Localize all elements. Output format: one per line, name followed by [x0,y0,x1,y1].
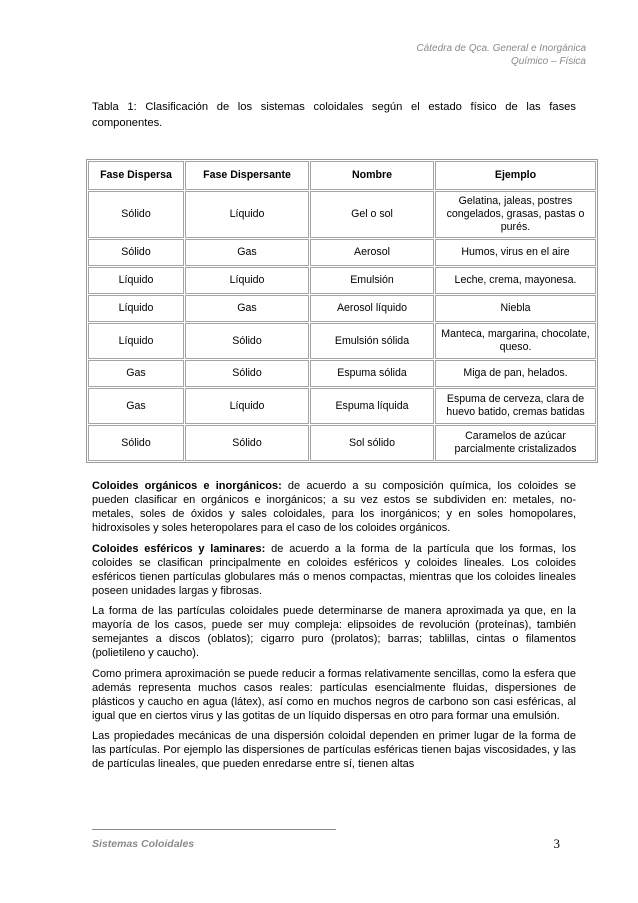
cell-ejemplo: Gelatina, jaleas, postres congelados, grasas, pastas o purés. [435,191,596,238]
cell-nombre: Emulsión sólida [310,323,434,359]
paragraph-particle-shape [92,604,576,660]
table-row [88,267,596,294]
colloid-classification-table [86,159,598,463]
table-row [88,239,596,266]
cell-nombre: Aerosol [310,239,434,266]
cell-fase-dispersante: Sólido [185,425,309,461]
cell-nombre: Espuma líquida [310,388,434,424]
page-header [416,42,586,68]
header-line-1: Cátedra de Qca. General e Inorgánica [416,43,586,54]
cell-ejemplo: Humos, virus en el aire [435,239,596,266]
paragraph-text: Las propiedades mecánicas de una dispersión coloidal dependen en primer lugar de la forma de las partículas. Por ejemplo las dispersiones de partículas esféricas tienen bajas viscosidades, y las de partículas lineales, que pueden enredarse entre sí, tienen altas [92,730,576,770]
footer-divider [92,829,336,830]
paragraph-spherical-laminar [92,542,576,598]
table-header-row [88,161,596,190]
cell-nombre: Emulsión [310,267,434,294]
cell-ejemplo: Leche, crema, mayonesa. [435,267,596,294]
header-nombre: Nombre [310,161,434,190]
header-ejemplo: Ejemplo [435,161,596,190]
paragraph-text: Como primera aproximación se puede reducir a formas relativamente sencillas, como la esfera que además representa muchos casos reales: partículas esencialmente fluidas, dispersiones de plásticos y caucho en agua (látex), así como en muchos negros de carbono son casi esféricas, al igual que en ciertos virus y las gotitas de un líquido dispersas en otro para formar una emulsión. [92,667,576,722]
table-row [88,295,596,322]
cell-nombre: Sol sólido [310,425,434,461]
cell-fase-dispersante: Gas [185,239,309,266]
paragraph-organic-inorganic [92,479,576,535]
cell-ejemplo: Espuma de cerveza, clara de huevo batido, cremas batidas [435,388,596,424]
cell-fase-dispersa: Sólido [88,191,184,238]
cell-fase-dispersante: Sólido [185,323,309,359]
cell-fase-dispersante: Líquido [185,267,309,294]
cell-fase-dispersante: Gas [185,295,309,322]
cell-nombre: Gel o sol [310,191,434,238]
table-row [88,425,596,461]
cell-nombre: Aerosol líquido [310,295,434,322]
cell-ejemplo: Manteca, margarina, chocolate, queso. [435,323,596,359]
paragraph-lead: Coloides orgánicos e inorgánicos: [92,480,282,492]
paragraph-text: de acuerdo a la forma de la partícula que los formas, los coloides se clasifican principalmente en coloides esféricos y coloides lineales. Los coloides esféricos tienen partículas globulares más o menos compactas, mientras que los coloides lineales poseen unidades largas y fibrosas. [92,542,576,597]
cell-fase-dispersante: Líquido [185,191,309,238]
cell-fase-dispersa: Líquido [88,323,184,359]
paragraph-lead: Coloides esféricos y laminares: [92,542,266,555]
cell-fase-dispersa: Líquido [88,267,184,294]
table-row [88,191,596,238]
cell-fase-dispersa: Gas [88,388,184,424]
paragraph-text: La forma de las partículas coloidales puede determinarse de manera aproximada ya que, en la mayoría de los casos, puede ser muy compleja: elipsoides de revolución (proteínas), también semejantes a discos (oblatos); cigarro puro (prolatos); barras; tablillas, cintas o filamentos (polietileno y caucho). [92,605,576,659]
cell-fase-dispersa: Sólido [88,425,184,461]
table-row [88,323,596,359]
page-number: 3 [553,836,560,851]
header-fase-dispersa: Fase Dispersa [88,161,184,190]
table-row [88,360,596,387]
cell-fase-dispersante: Sólido [185,360,309,387]
cell-fase-dispersa: Gas [88,360,184,387]
cell-nombre: Espuma sólida [310,360,434,387]
table-row [88,388,596,424]
cell-ejemplo: Miga de pan, helados. [435,360,596,387]
header-fase-dispersante: Fase Dispersante [185,161,309,190]
cell-ejemplo: Caramelos de azúcar parcialmente cristalizados [435,425,596,461]
table-caption: Tabla 1: Clasificación de los sistemas coloidales según el estado físico de las fases componentes. [92,101,576,129]
cell-fase-dispersante: Líquido [185,388,309,424]
paragraph-text: de acuerdo a su composición química, los coloides se pueden clasificar en orgánicos e inorgánicos; a su vez estos se subdividen en: metales, no-metales, soles de óxidos y sales coloidales, para los inorgánicos; y en soles homopolares, hidroxisoles y soles heteropolares para el caso de los coloides orgánicos. [92,480,576,534]
header-line-2: Químico – Física [510,56,586,67]
paragraph-approximation [92,667,576,723]
paragraph-mechanical-properties [92,729,576,771]
body-text [92,479,576,778]
cell-fase-dispersa: Líquido [88,295,184,322]
footer-title: Sistemas Coloidales [92,838,195,850]
cell-ejemplo: Niebla [435,295,596,322]
cell-fase-dispersa: Sólido [88,239,184,266]
